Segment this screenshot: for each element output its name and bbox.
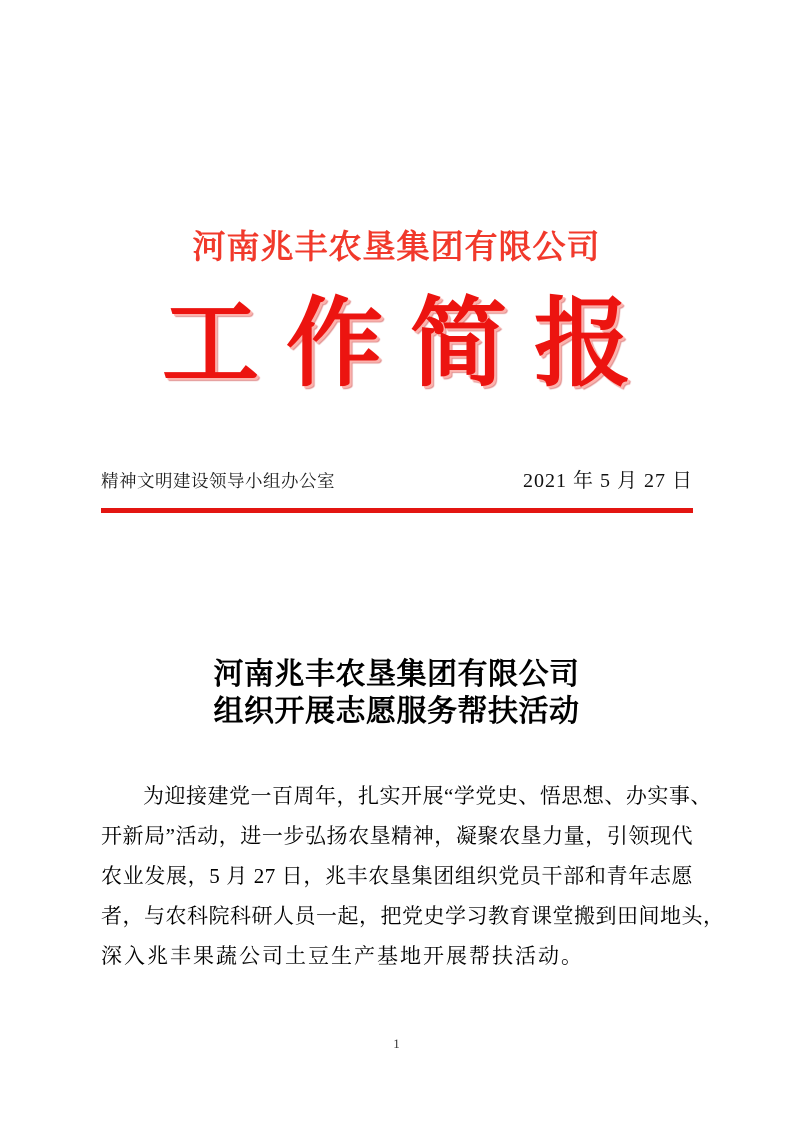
body-line: 为迎接建党一百周年，扎实开展“学党史、悟思想、办实事、 [143, 784, 712, 808]
body-line: 深入兆丰果蔬公司土豆生产基地开展帮扶活动。 [101, 944, 584, 968]
article-title-line2: 组织开展志愿服务帮扶活动 [213, 695, 580, 728]
body-line: 农业发展，5 月 27 日，兆丰农垦集团组织党员干部和青年志愿 [101, 864, 693, 888]
issue-info-row [101, 464, 693, 493]
letterhead-company-name: 河南兆丰农垦集团有限公司 [192, 230, 601, 266]
body-line: 开新局”活动，进一步弘扬农垦精神，凝聚农垦力量，引领现代 [101, 824, 693, 848]
masthead-title: 工作简报 [162, 291, 658, 398]
article-title [0, 656, 793, 730]
article-title-line1: 河南兆丰农垦集团有限公司 [213, 658, 580, 691]
issue-date: 2021 年 5 月 27 日 [523, 470, 693, 492]
masthead-container [0, 292, 793, 399]
body-line: 者，与农科院科研人员一起，把党史学习教育课堂搬到田间地头， [101, 904, 725, 928]
issuer-office-label: 精神文明建设领导小组办公室 [101, 471, 335, 491]
red-divider-rule [101, 508, 693, 513]
page-number: 1 [393, 1036, 400, 1051]
article-body [101, 776, 725, 976]
